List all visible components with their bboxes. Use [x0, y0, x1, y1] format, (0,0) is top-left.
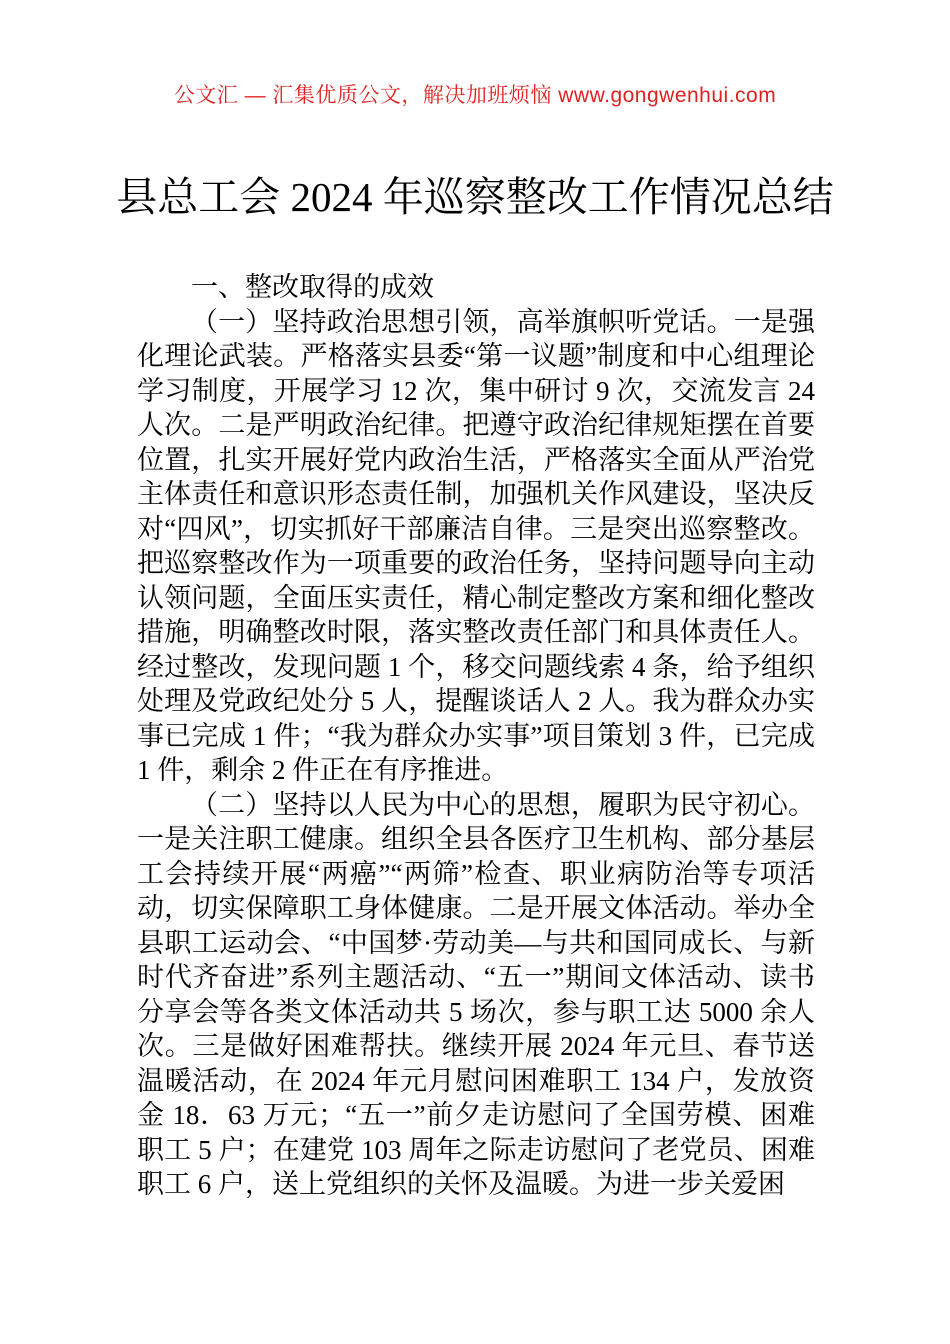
doc-title: 县总工会 2024 年巡察整改工作情况总结 [116, 174, 834, 220]
paragraph: （一）坚持政治思想引领，高举旗帜听党话。一是强化理论武装。严格落实县委“第一议题”制度和中心组理论学习制度，开展学习 12 次，集中研讨 9 次，交流发言 24 人次。二是严明政治纪律。把遵守政治纪律规矩摆在首要位置，扎实开展好党内政治生活，严格落实全面从严治党主体责任和意识形态责任制，加强机关作风建设，坚决反对“四风”，切实抓好干部廉洁自律。三是突出巡察整改。把巡察整改作为一项重要的政治任务，坚持问题导向主动认领问题，全面压实责任，精心制定整改方案和细化整改措施，明确整改时限，落实整改责任部门和具体责任人。经过整改，发现问题 1 个，移交问题线索 4 条，给予组织处理及党政纪处分 5 人，提醒谈话人 2 人。我为群众办实事已完成 1 件；“我为群众办实事”项目策划 3 件，已完成 1 件，剩余 2 件正在有序推进。 [137, 306, 815, 785]
paragraph: （二）坚持以人民为中心的思想，履职为民守初心。一是关注职工健康。组织全县各医疗卫生机构、部分基层工会持续开展“两癌”“两筛”检查、职业病防治等专项活动，切实保障职工身体健康。二是开展文体活动。举办全县职工运动会、“中国梦·劳动美—与共和国同成长、与新时代齐奋进”系列主题活动、“五一”期间文体活动、读书分享会等各类文体活动共 5 场次，参与职工达 5000 余人次。三是做好困难帮扶。继续开展 2024 年元旦、春节送温暖活动，在 2024 年元月慰问困难职工 134 户，发放资金 18．63 万元；“五一”前夕走访慰问了全国劳模、困难职工 5 户；在建党 103 周年之际走访慰问了老党员、困难职工 6 户，送上党组织的关怀及温暖。为进一步关爱困 [137, 789, 815, 1199]
doc-body [137, 270, 815, 1202]
section-heading: 一、整改取得的成效 [191, 272, 434, 302]
site-banner: 公文汇 — 汇集优质公文，解决加班烦恼 www.gongwenhui.com [173, 84, 777, 107]
